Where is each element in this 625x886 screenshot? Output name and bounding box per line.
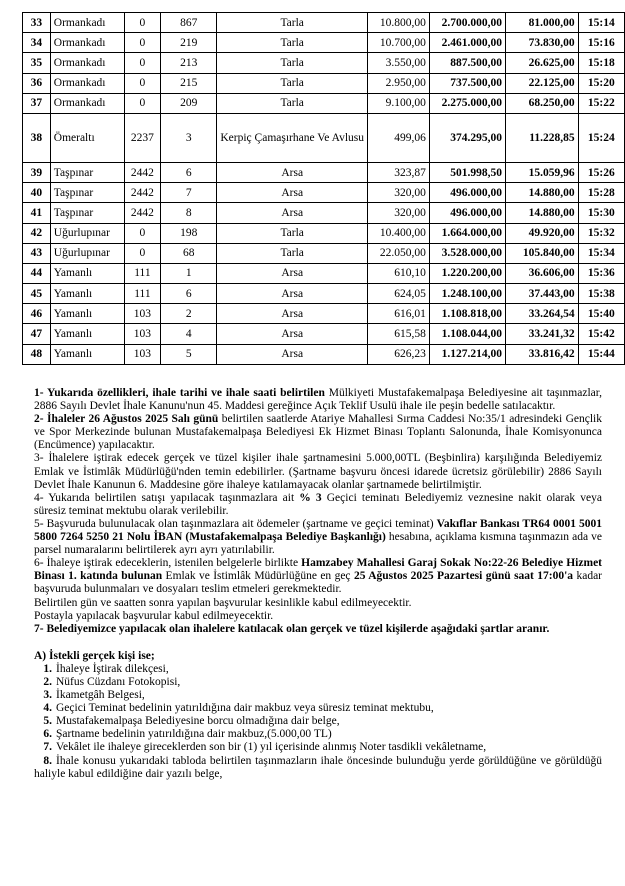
cell-place: Uğurlupınar <box>50 223 124 243</box>
cell-deposit: 49.920,00 <box>505 223 578 243</box>
cell-type: Tarla <box>217 13 368 33</box>
cell-type: Tarla <box>217 223 368 243</box>
cell-area: 610,10 <box>368 263 430 283</box>
cell-deposit: 33.816,42 <box>505 344 578 364</box>
clause-2-text: belirtilen saatlerde Atariye Mahallesi Sırma Caddesi No:35/1 adresindeki Gençlik ve Spor Merkezinde bulunan Mustafakemalpaşa Belediyesi Ek Hizmet Binası Toplantı Salonunda, İhale Komisyonunca (Encümence) yapılacaktır. <box>34 413 602 452</box>
cell-ada: 0 <box>124 243 160 263</box>
cell-place: Yamanlı <box>50 284 124 304</box>
cell-area: 626,23 <box>368 344 430 364</box>
cell-area: 615,58 <box>368 324 430 344</box>
cell-deposit: 15.059,96 <box>505 162 578 182</box>
cell-place: Yamanlı <box>50 304 124 324</box>
cell-area: 499,06 <box>368 113 430 162</box>
cell-time: 15:34 <box>578 243 624 263</box>
cell-time: 15:40 <box>578 304 624 324</box>
cell-place: Yamanlı <box>50 344 124 364</box>
table-row <box>23 263 625 283</box>
table-row <box>23 183 625 203</box>
clause-5-text-b: hesabına, açıklama kısmına taşınmazın ada ve parsel numaralarını belirtilerek ayrı ayrı yatırılabilir. <box>34 531 602 557</box>
cell-ada: 0 <box>124 33 160 53</box>
cell-price: 3.528.000,00 <box>429 243 505 263</box>
table-row <box>23 243 625 263</box>
cell-parsel: 1 <box>161 263 217 283</box>
cell-deposit: 105.840,00 <box>505 243 578 263</box>
cell-ada: 103 <box>124 304 160 324</box>
table-row <box>23 73 625 93</box>
requirement-text: İhale konusu yukarıdaki tabloda belirtilen taşınmazların ihale öncesinde bulunduğu yerde görüldüğüne ve görüldüğü haliyle kabul edildiğine dair yazılı belge, <box>34 754 602 780</box>
cell-price: 501.998,50 <box>429 162 505 182</box>
property-table-body <box>23 13 625 365</box>
cell-parsel: 219 <box>161 33 217 53</box>
terms-text <box>34 387 602 781</box>
clause-6-text-a: 6- İhaleye iştirak edeceklerin, istenilen belgelerle birlikte <box>34 557 302 570</box>
cell-price: 737.500,00 <box>429 73 505 93</box>
clause-5-iban: Vakıflar Bankası TR64 0001 5001 5800 7264 5250 21 Nolu İBAN (Mustafakemalpaşa Belediye Başkanlığı) <box>34 517 602 544</box>
cell-time: 15:44 <box>578 344 624 364</box>
clause-6-note-2: Postayla yapılacak başvurular kabul edilmeyecektir. <box>34 609 274 622</box>
cell-time: 15:18 <box>578 53 624 73</box>
cell-no: 36 <box>23 73 51 93</box>
cell-place: Taşpınar <box>50 183 124 203</box>
clause-6-note-1: Belirtilen gün ve saatten sonra yapılan başvurular kesinlikle kabul edilmeyecektir. <box>34 596 412 609</box>
cell-ada: 0 <box>124 93 160 113</box>
cell-place: Ormankadı <box>50 93 124 113</box>
clause-1-bold: 1- Yukarıda özellikleri, ihale tarihi ve ihale saati belirtilen <box>34 387 325 399</box>
cell-price: 1.108.044,00 <box>429 324 505 344</box>
cell-time: 15:20 <box>578 73 624 93</box>
cell-type: Tarla <box>217 73 368 93</box>
cell-no: 41 <box>23 203 51 223</box>
cell-ada: 0 <box>124 73 160 93</box>
requirement-number: 5. <box>43 715 52 728</box>
cell-no: 37 <box>23 93 51 113</box>
cell-ada: 103 <box>124 344 160 364</box>
cell-price: 1.664.000,00 <box>429 223 505 243</box>
requirement-text: Geçici Teminat bedelinin yatırıldığına dair makbuz veya süresiz teminat mektubu, <box>56 702 434 715</box>
cell-parsel: 209 <box>161 93 217 113</box>
clause-6-deadline: 25 Ağustos 2025 Pazartesi günü saat 17:00'a <box>353 570 574 583</box>
clause-3-text: 3- İhalelere iştirak edecek gerçek ve tüzel kişiler ihale şartnamesini 5.000,00TL (Beşbinlira) karşılığında Belediyemiz Emlak ve İstimlâk Müdürlüğü'nden temin edebilirler. (Şartname başvuru öncesi idarede ücretsiz görülebilir) 2886 Sayılı Devlet İhale Kanunun 6. Maddesine göre ihaleye katılamayacak olanlar şartnamede belirtilmiştir. <box>34 452 602 491</box>
cell-ada: 2442 <box>124 162 160 182</box>
cell-type: Tarla <box>217 93 368 113</box>
cell-place: Ormankadı <box>50 53 124 73</box>
table-row <box>23 162 625 182</box>
cell-price: 496.000,00 <box>429 183 505 203</box>
cell-price: 1.220.200,00 <box>429 263 505 283</box>
cell-type: Arsa <box>217 203 368 223</box>
clause-3 <box>34 452 602 491</box>
cell-deposit: 33.264,54 <box>505 304 578 324</box>
cell-no: 40 <box>23 183 51 203</box>
cell-parsel: 198 <box>161 223 217 243</box>
cell-area: 2.950,00 <box>368 73 430 93</box>
cell-area: 320,00 <box>368 183 430 203</box>
requirement-text: Vekâlet ile ihaleye gireceklerden son bir (1) yıl içerisinde alınmış Noter tasdikli vekâletname, <box>56 741 487 754</box>
cell-parsel: 6 <box>161 162 217 182</box>
cell-parsel: 867 <box>161 13 217 33</box>
clause-6 <box>34 557 602 596</box>
cell-type: Arsa <box>217 324 368 344</box>
cell-place: Uğurlupınar <box>50 243 124 263</box>
cell-parsel: 3 <box>161 113 217 162</box>
cell-price: 1.248.100,00 <box>429 284 505 304</box>
cell-no: 39 <box>23 162 51 182</box>
requirement-text: Şartname bedelinin yatırıldığına dair makbuz,(5.000,00 TL) <box>56 728 332 741</box>
table-row <box>23 304 625 324</box>
cell-deposit: 37.443,00 <box>505 284 578 304</box>
cell-type: Arsa <box>217 304 368 324</box>
clause-2-number: 2- İhaleler <box>34 413 89 426</box>
requirement-item <box>34 755 602 781</box>
cell-parsel: 68 <box>161 243 217 263</box>
cell-time: 15:14 <box>578 13 624 33</box>
cell-place: Taşpınar <box>50 162 124 182</box>
cell-type: Arsa <box>217 344 368 364</box>
requirement-number: 6. <box>43 728 52 741</box>
clause-1-text: Mülkiyeti Mustafakemalpaşa Belediyesine ait taşınmazlar, 2886 Sayılı Devlet İhale Kanunu'nun 45. Maddesi gereğince Açık Teklif Usulü ihale ile peşin bedelle satılacaktır. <box>34 387 603 413</box>
requirement-number: 7. <box>43 741 52 754</box>
cell-price: 2.461.000,00 <box>429 33 505 53</box>
cell-deposit: 11.228,85 <box>505 113 578 162</box>
cell-price: 2.275.000,00 <box>429 93 505 113</box>
requirement-item <box>34 676 602 689</box>
cell-ada: 111 <box>124 263 160 283</box>
requirement-number: 2. <box>43 675 52 688</box>
cell-price: 1.127.214,00 <box>429 344 505 364</box>
table-row <box>23 33 625 53</box>
cell-type: Tarla <box>217 243 368 263</box>
cell-ada: 0 <box>124 13 160 33</box>
cell-type: Tarla <box>217 53 368 73</box>
table-row <box>23 93 625 113</box>
cell-no: 38 <box>23 113 51 162</box>
cell-time: 15:24 <box>578 113 624 162</box>
cell-time: 15:16 <box>578 33 624 53</box>
cell-parsel: 4 <box>161 324 217 344</box>
cell-parsel: 7 <box>161 183 217 203</box>
clause-4-text-a: 4- Yukarıda belirtilen satışı yapılacak taşınmazlara ait <box>34 491 300 504</box>
cell-deposit: 22.125,00 <box>505 73 578 93</box>
cell-type: Tarla <box>217 33 368 53</box>
cell-ada: 2442 <box>124 203 160 223</box>
cell-no: 35 <box>23 53 51 73</box>
cell-price: 1.108.818,00 <box>429 304 505 324</box>
cell-type: Arsa <box>217 284 368 304</box>
cell-deposit: 14.880,00 <box>505 183 578 203</box>
clause-1 <box>34 387 602 413</box>
clause-4-percent: % 3 <box>299 491 322 504</box>
cell-place: Yamanlı <box>50 263 124 283</box>
cell-time: 15:36 <box>578 263 624 283</box>
property-table <box>22 12 625 365</box>
cell-parsel: 6 <box>161 284 217 304</box>
table-row <box>23 284 625 304</box>
cell-parsel: 5 <box>161 344 217 364</box>
table-row <box>23 53 625 73</box>
cell-ada: 0 <box>124 223 160 243</box>
cell-time: 15:30 <box>578 203 624 223</box>
requirement-item <box>34 728 602 741</box>
cell-no: 46 <box>23 304 51 324</box>
cell-time: 15:22 <box>578 93 624 113</box>
cell-area: 22.050,00 <box>368 243 430 263</box>
cell-area: 616,01 <box>368 304 430 324</box>
requirement-number: 4. <box>43 702 52 715</box>
clause-6-text-b: Emlak ve İstimlâk Müdürlüğüne en geç <box>162 570 354 583</box>
clause-5 <box>34 518 602 557</box>
requirement-number: 8. <box>43 754 52 767</box>
cell-area: 10.700,00 <box>368 33 430 53</box>
cell-deposit: 81.000,00 <box>505 13 578 33</box>
cell-type: Kerpiç Çamaşırhane Ve Avlusu <box>217 113 368 162</box>
cell-parsel: 213 <box>161 53 217 73</box>
cell-no: 47 <box>23 324 51 344</box>
clause-6-address: Hamzabey Mahallesi Garaj Sokak No:22-26 Belediye Hizmet Binası 1. katında bulunan <box>34 557 602 583</box>
cell-deposit: 36.606,00 <box>505 263 578 283</box>
requirement-item <box>34 663 602 676</box>
requirement-item <box>34 702 602 715</box>
clause-5-text-a: 5- Başvuruda bulunulacak olan taşınmazlara ait ödemeler (şartname ve geçici teminat) <box>34 517 437 530</box>
cell-no: 33 <box>23 13 51 33</box>
cell-type: Arsa <box>217 183 368 203</box>
requirement-text: Nüfus Cüzdanı Fotokopisi, <box>56 675 181 688</box>
clause-6-text-c: kadar başvuruda bulunmaları ve dosyaları teslim etmeleri gerekmektedir. <box>34 570 603 596</box>
cell-time: 15:32 <box>578 223 624 243</box>
cell-area: 320,00 <box>368 203 430 223</box>
cell-place: Ormankadı <box>50 33 124 53</box>
requirement-item <box>34 689 602 702</box>
cell-no: 34 <box>23 33 51 53</box>
cell-deposit: 26.625,00 <box>505 53 578 73</box>
cell-place: Taşpınar <box>50 203 124 223</box>
requirement-number: 3. <box>43 689 52 702</box>
requirement-item <box>34 715 602 728</box>
requirement-text: İhaleye İştirak dilekçesi, <box>56 662 169 675</box>
cell-price: 374.295,00 <box>429 113 505 162</box>
table-row <box>23 344 625 364</box>
clause-2-date: 26 Ağustos 2025 Salı günü <box>88 413 219 426</box>
cell-no: 44 <box>23 263 51 283</box>
cell-area: 323,87 <box>368 162 430 182</box>
clause-7-text: 7- Belediyemizce yapılacak olan ihalelere katılacak olan gerçek ve tüzel kişilerde aşağıdaki şartlar aranır. <box>34 622 550 635</box>
table-row <box>23 324 625 344</box>
requirement-item <box>34 741 602 754</box>
cell-price: 496.000,00 <box>429 203 505 223</box>
cell-place: Ormankadı <box>50 13 124 33</box>
cell-no: 45 <box>23 284 51 304</box>
cell-price: 2.700.000,00 <box>429 13 505 33</box>
cell-ada: 2442 <box>124 183 160 203</box>
cell-time: 15:26 <box>578 162 624 182</box>
cell-area: 9.100,00 <box>368 93 430 113</box>
requirement-number: 1. <box>43 662 52 675</box>
cell-place: Yamanlı <box>50 324 124 344</box>
cell-deposit: 68.250,00 <box>505 93 578 113</box>
table-row <box>23 203 625 223</box>
table-row <box>23 113 625 162</box>
cell-parsel: 2 <box>161 304 217 324</box>
section-a-heading: A) İstekli gerçek kişi ise; <box>34 649 155 662</box>
cell-place: Ormankadı <box>50 73 124 93</box>
cell-parsel: 8 <box>161 203 217 223</box>
clause-2 <box>34 413 602 452</box>
cell-no: 42 <box>23 223 51 243</box>
cell-parsel: 215 <box>161 73 217 93</box>
cell-type: Arsa <box>217 162 368 182</box>
cell-no: 48 <box>23 344 51 364</box>
cell-area: 3.550,00 <box>368 53 430 73</box>
cell-ada: 111 <box>124 284 160 304</box>
cell-type: Arsa <box>217 263 368 283</box>
cell-time: 15:38 <box>578 284 624 304</box>
clause-4 <box>34 492 602 518</box>
cell-no: 43 <box>23 243 51 263</box>
cell-time: 15:42 <box>578 324 624 344</box>
clause-4-text-b: Geçici teminatı Belediyemiz veznesine nakit olarak veya süresiz teminat mektubu olarak verilebilir. <box>34 491 603 517</box>
cell-ada: 0 <box>124 53 160 73</box>
cell-place: Ömeraltı <box>50 113 124 162</box>
table-row <box>23 13 625 33</box>
cell-area: 10.400,00 <box>368 223 430 243</box>
requirement-text: Mustafakemalpaşa Belediyesine borcu olmadığına dair belge, <box>56 715 340 728</box>
cell-area: 624,05 <box>368 284 430 304</box>
cell-time: 15:28 <box>578 183 624 203</box>
cell-price: 887.500,00 <box>429 53 505 73</box>
cell-area: 10.800,00 <box>368 13 430 33</box>
table-row <box>23 223 625 243</box>
cell-deposit: 33.241,32 <box>505 324 578 344</box>
requirement-text: İkametgâh Belgesi, <box>56 689 145 702</box>
clause-7 <box>34 623 602 636</box>
cell-deposit: 14.880,00 <box>505 203 578 223</box>
cell-ada: 103 <box>124 324 160 344</box>
cell-ada: 2237 <box>124 113 160 162</box>
spacer <box>34 636 602 650</box>
requirements-list <box>34 663 602 781</box>
cell-deposit: 73.830,00 <box>505 33 578 53</box>
